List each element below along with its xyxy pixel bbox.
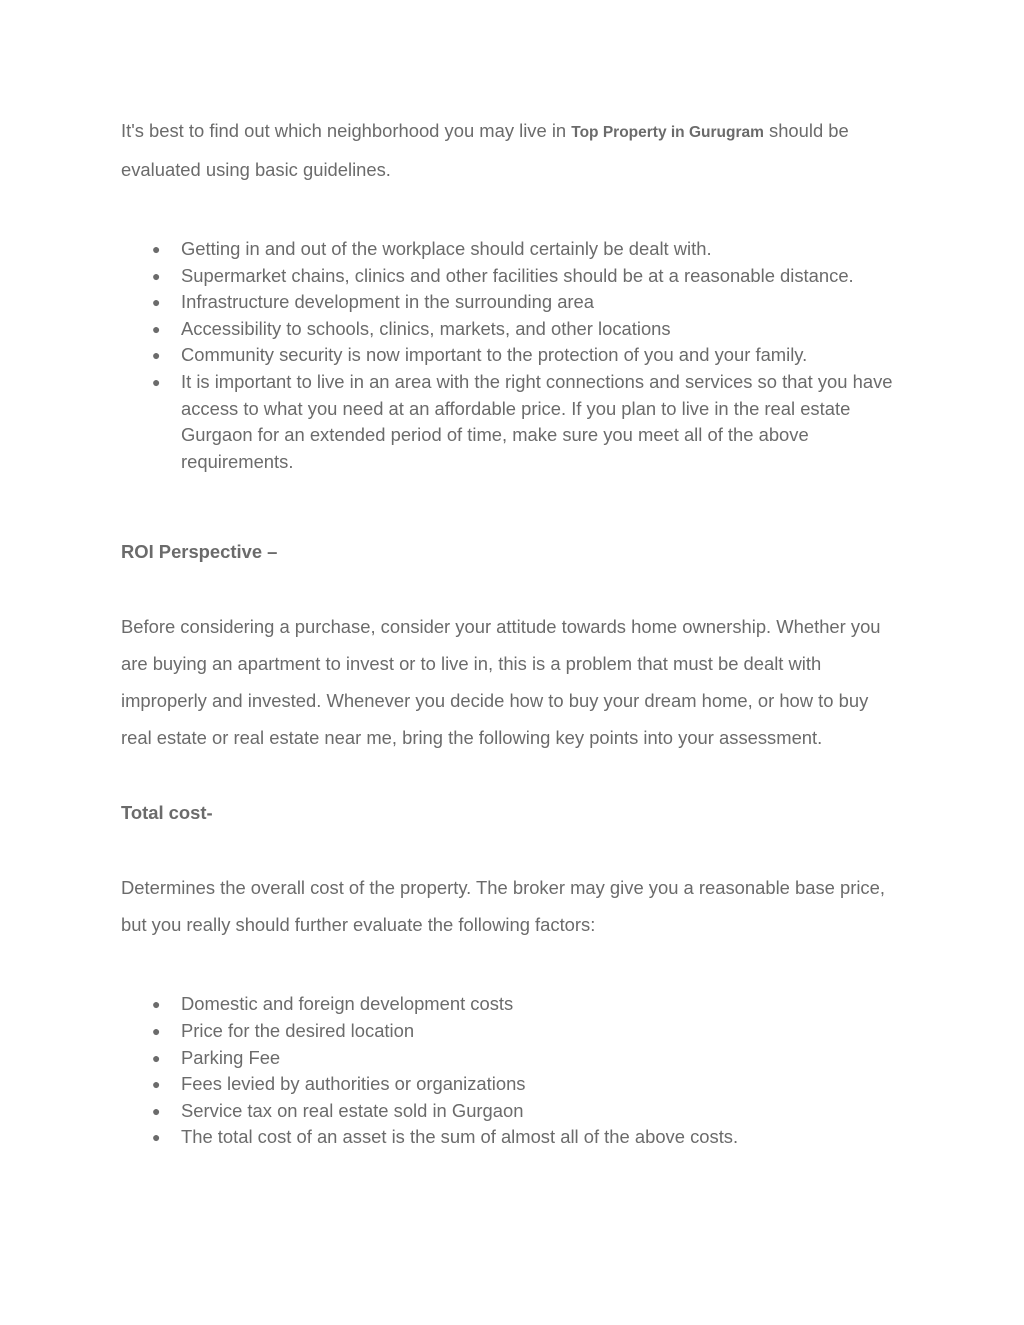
roi-paragraph: Before considering a purchase, consider your attitude towards home ownership. Whether you are buying an apartment to invest or to live in, this is a problem that must be dealt with improperly and invested. Whenever you decide how to buy your dream home, or how to buy real estate or real estate near me, bring the following key points into your assessment. [121,616,881,749]
list-item-text: Domestic and foreign development costs [181,993,514,1015]
cost-bullet-list [121,991,901,1151]
bullet-icon: ● [152,241,161,257]
list-item [121,1018,901,1045]
list-item-text: Getting in and out of the workplace should certainly be dealt with. [181,238,712,259]
bullet-icon: ● [152,996,161,1013]
list-item-text: Service tax on real estate sold in Gurgaon [181,1099,524,1121]
bullet-icon: ● [152,1022,161,1039]
intro-text-after: should be evaluated using basic guidelines. [121,120,849,180]
list-item-text: Price for the desired location [181,1019,415,1041]
bullet-icon: ● [152,294,161,311]
document-page [121,112,901,1151]
list-item [121,369,901,475]
list-item-text: Community security is now important to the protection of you and your family. [181,344,808,366]
bullet-icon: ● [152,347,161,364]
total-cost-heading: Total cost- [121,802,213,824]
list-item [121,1124,901,1151]
list-item [121,1045,901,1072]
intro-bold-phrase: Top Property in Gurugram [571,124,764,141]
list-item [121,991,901,1018]
bullet-icon: ● [152,267,161,284]
list-item-text: The total cost of an asset is the sum of almost all of the above costs. [181,1126,739,1148]
bullet-icon: ● [152,1049,161,1066]
bullet-icon: ● [152,373,161,390]
list-item [121,316,901,343]
list-item-text: Fees levied by authorities or organizations [181,1073,526,1095]
list-item [121,1098,901,1125]
list-item [121,236,901,263]
roi-heading: ROI Perspective – [121,541,278,563]
list-item-text: It is important to live in an area with the right connections and services so that you have access to what you need at an affordable price. If you plan to live in the real estate Gurgaon for an extended period of time, make sure you meet all of the above requirements. [181,370,893,472]
list-item [121,1071,901,1098]
list-item [121,342,901,369]
intro-paragraph [121,112,901,188]
neighborhood-bullet-list [121,236,901,475]
bullet-icon: ● [152,320,161,337]
total-cost-paragraph: Determines the overall cost of the property. The broker may give you a reasonable base price, but you really should further evaluate the following factors: [121,877,885,936]
list-item [121,289,901,316]
list-item-text: Accessibility to schools, clinics, markets, and other locations [181,317,671,339]
bullet-icon: ● [152,1102,161,1119]
list-item-text: Parking Fee [181,1046,281,1068]
list-item [121,263,901,290]
bullet-icon: ● [152,1076,161,1093]
list-item-text: Supermarket chains, clinics and other facilities should be at a reasonable distance. [181,264,854,286]
bullet-icon: ● [152,1129,161,1146]
intro-text-before: It's best to find out which neighborhood you may live in [121,120,572,141]
list-item-text: Infrastructure development in the surrounding area [181,291,595,313]
